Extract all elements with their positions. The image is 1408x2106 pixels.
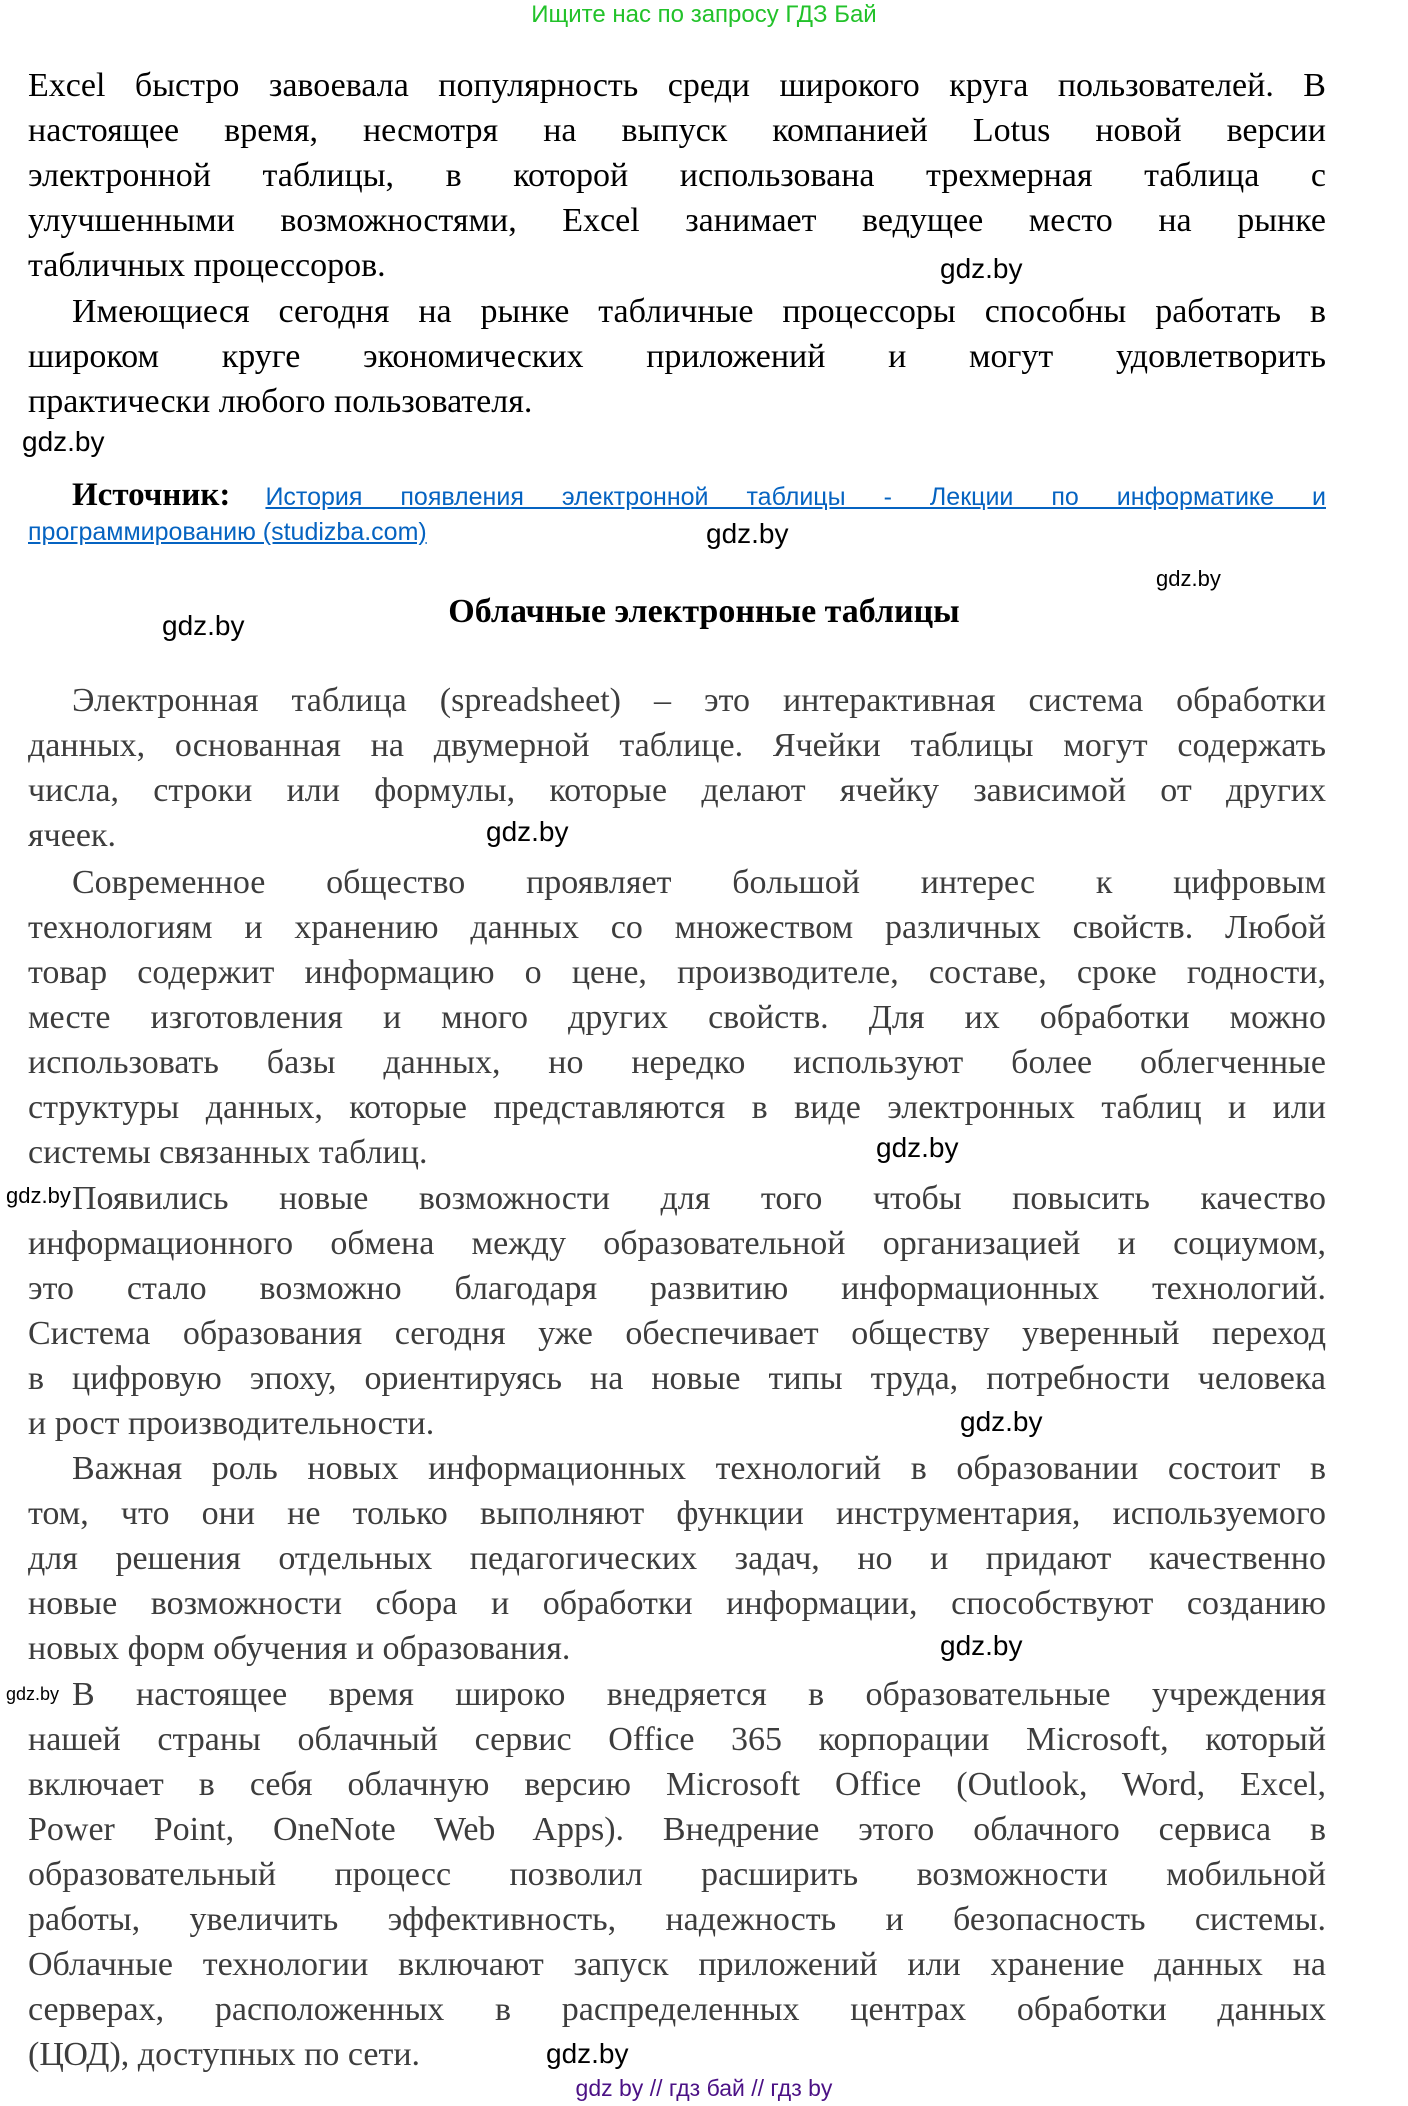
text-line: месте изготовления и много других свойств. Для их обработки можно (28, 999, 1326, 1036)
watermark: gdz.by (940, 253, 1023, 284)
footer-links[interactable]: gdz by // гдз бай // гдз by (575, 2075, 833, 2101)
text-line: структуры данных, которые представляются в виде электронных таблиц и или (28, 1089, 1326, 1126)
watermark: gdz.by (22, 426, 105, 457)
text-line: включает в себя облачную версию Microsoft Office (Outlook, Word, Excel, (28, 1766, 1326, 1803)
source-link[interactable]: История появления электронной таблицы - Лекции по информатике и (265, 483, 1326, 511)
text-line: Система образования сегодня уже обеспечивает обществу уверенный переход (28, 1315, 1326, 1352)
text-line: в цифровую эпоху, ориентируясь на новые типы труда, потребности человека (28, 1360, 1326, 1397)
watermark: gdz.by (876, 1132, 959, 1163)
text-line: использовать базы данных, но нередко используют более облегченные (28, 1044, 1326, 1081)
text-line: работы, увеличить эффективность, надежность и безопасность системы. (28, 1901, 1326, 1938)
watermark: gdz.by (162, 610, 245, 641)
text-line: том, что они не только выполняют функции инструментария, используемого (28, 1495, 1326, 1532)
text-line: образовательный процесс позволил расширить возможности мобильной (28, 1856, 1326, 1893)
source-line-2 (28, 512, 1326, 552)
text-line: электронной таблицы, в которой использована трехмерная таблица с (28, 157, 1326, 194)
text-line: Облачные технологии включают запуск приложений или хранение данных на (28, 1946, 1326, 1983)
watermark: gdz.by (6, 1183, 71, 1208)
source-line (28, 475, 1326, 515)
watermark: gdz.by (960, 1406, 1043, 1437)
text-line: Power Point, OneNote Web Apps). Внедрение этого облачного сервиса в (28, 1811, 1326, 1848)
text-line: Важная роль новых информационных технологий в образовании состоит в (72, 1450, 1326, 1487)
watermark: gdz.by (546, 2038, 629, 2069)
text-line: настоящее время, несмотря на выпуск компанией Lotus новой версии (28, 112, 1326, 149)
text-line: ячеек. (28, 817, 116, 854)
text-line: табличных процессоров. (28, 247, 386, 284)
text-line: широком круге экономических приложений и могут удовлетворить (28, 338, 1326, 375)
text-line: улучшенными возможностями, Excel занимает ведущее место на рынке (28, 202, 1326, 239)
search-banner[interactable]: Ищите нас по запросу ГДЗ Бай (531, 1, 877, 28)
text-line: и рост производительности. (28, 1405, 435, 1442)
watermark: gdz.by (6, 1684, 60, 1704)
text-line: Имеющиеся сегодня на рынке табличные процессоры способны работать в (72, 293, 1326, 330)
text-line: Excel быстро завоевала популярность среди широкого круга пользователей. В (28, 67, 1326, 104)
text-line: Электронная таблица (spreadsheet) – это интерактивная система обработки (72, 682, 1326, 719)
text-line: нашей страны облачный сервис Office 365 корпорации Microsoft, который (28, 1721, 1326, 1758)
watermark: gdz.by (486, 816, 569, 847)
text-line: системы связанных таблиц. (28, 1134, 428, 1171)
text-line: новых форм обучения и образования. (28, 1630, 571, 1667)
text-line: серверах, расположенных в распределенных центрах обработки данных (28, 1991, 1326, 2028)
text-line: Современное общество проявляет большой интерес к цифровым (72, 864, 1326, 901)
text-line: числа, строки или формулы, которые делают ячейку зависимой от других (28, 772, 1326, 809)
text-line: новые возможности сбора и обработки информации, способствуют созданию (28, 1585, 1326, 1622)
text-line: для решения отдельных педагогических задач, но и придают качественно (28, 1540, 1326, 1577)
text-line: технологиям и хранению данных со множеством различных свойств. Любой (28, 909, 1326, 946)
text-line: информационного обмена между образовательной организацией и социумом, (28, 1225, 1326, 1262)
text-line: товар содержит информацию о цене, производителе, составе, сроке годности, (28, 954, 1326, 991)
source-link-continued[interactable]: программированию (studizba.com) (28, 518, 427, 546)
watermark: gdz.by (940, 1630, 1023, 1661)
text-line: данных, основанная на двумерной таблице. Ячейки таблицы могут содержать (28, 727, 1326, 764)
source-label: Источник: (72, 477, 231, 513)
text-line: это стало возможно благодаря развитию информационных технологий. (28, 1270, 1326, 1307)
text-line: В настоящее время широко внедряется в образовательные учреждения (72, 1676, 1326, 1713)
section-heading: Облачные электронные таблицы (448, 593, 960, 630)
text-line: Появились новые возможности для того чтобы повысить качество (72, 1180, 1326, 1217)
watermark: gdz.by (706, 518, 789, 549)
watermark: gdz.by (1156, 566, 1221, 591)
text-line: (ЦОД), доступных по сети. (28, 2036, 421, 2073)
text-line: практически любого пользователя. (28, 383, 533, 420)
